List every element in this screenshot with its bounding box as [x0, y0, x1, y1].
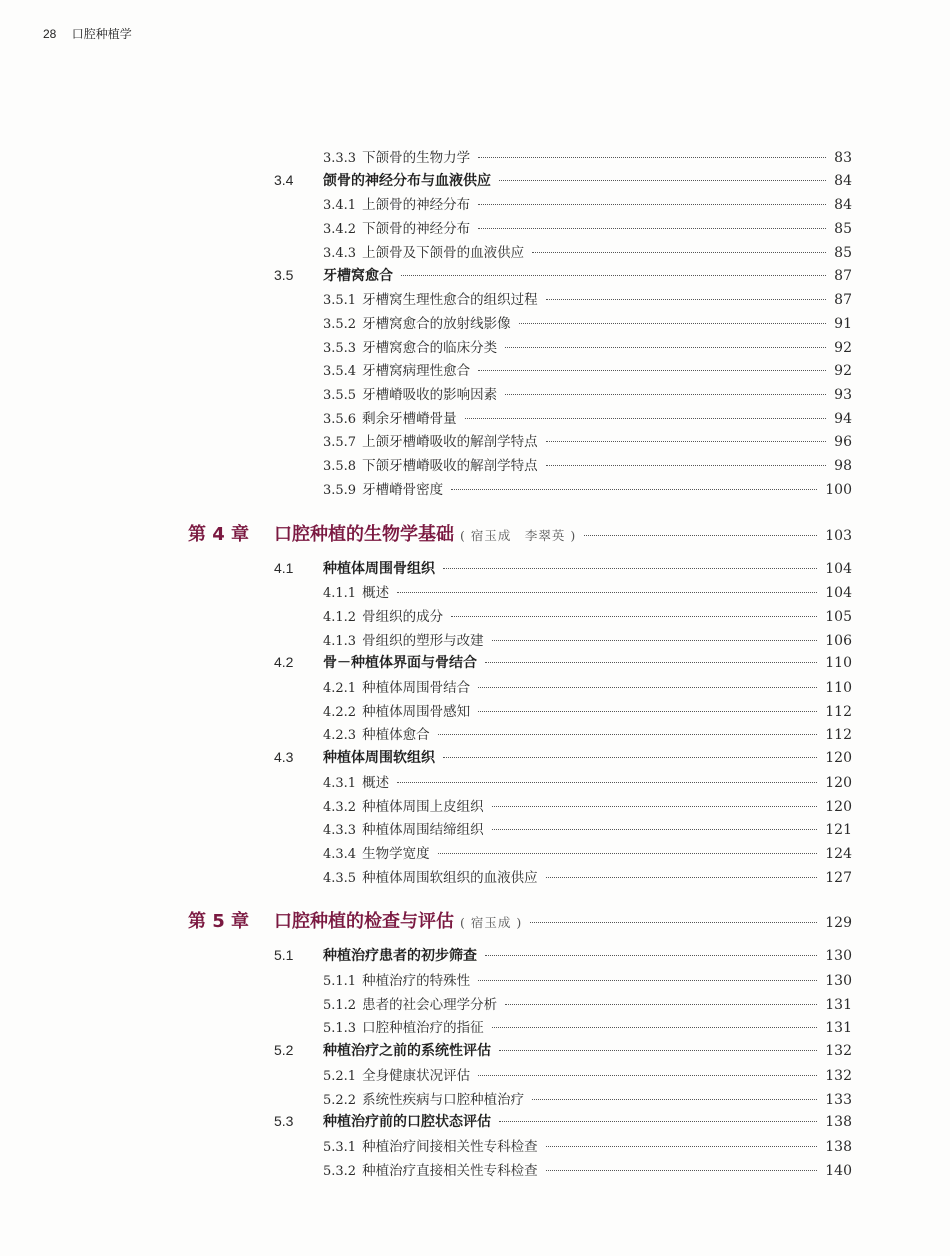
book-title: 口腔种植学: [71, 27, 132, 41]
toc-leader-dots: [478, 204, 826, 205]
toc-entry-number: 4.1.3: [323, 633, 357, 649]
toc-entry-number: 3.5.8: [323, 459, 357, 475]
toc-subsection-entry[interactable]: [323, 1159, 852, 1179]
toc-entry-page: 104: [825, 585, 852, 602]
toc-entry-title: 牙槽窝愈合的放射线影像: [362, 315, 511, 332]
toc-leader-dots: [499, 1050, 817, 1051]
toc-entry-title: 种植治疗之前的系统性评估: [323, 1043, 491, 1060]
toc-entry-title: 种植治疗的特殊性: [362, 973, 471, 989]
toc-leader-dots: [584, 535, 817, 536]
toc-entry-number: 4.2: [274, 654, 294, 671]
toc-entry-page: 120: [825, 774, 852, 791]
toc-entry-page: 85: [834, 221, 852, 238]
toc-entry-number: 4.3.4: [323, 846, 357, 862]
toc-entry-number: 3.5.1: [323, 293, 357, 309]
toc-leader-dots: [546, 299, 827, 300]
toc-subsection-entry[interactable]: [323, 723, 852, 743]
toc-entry-title: 种植体周围骨结合: [362, 680, 471, 696]
toc-entry-page: 133: [825, 1091, 852, 1108]
toc-entry-number: 3.5.6: [323, 411, 357, 427]
toc-entry-number: 3.5.7: [323, 435, 357, 451]
toc-entry-page: 124: [825, 845, 852, 862]
toc-entry-title: 种植治疗前的口腔状态评估: [323, 1114, 491, 1131]
toc-subsection-entry[interactable]: [323, 629, 852, 649]
toc-leader-dots: [546, 877, 818, 878]
toc-leader-dots: [478, 711, 817, 712]
toc-entry-title: 口腔种植的生物学基础: [274, 523, 454, 545]
toc-leader-dots: [443, 568, 817, 569]
toc-entry-title: 下颌骨的神经分布: [362, 221, 471, 238]
toc-section-entry[interactable]: [274, 1040, 852, 1060]
toc-entry-page: 103: [825, 527, 852, 544]
toc-leader-dots: [505, 347, 826, 348]
toc-section-entry[interactable]: [274, 945, 852, 965]
toc-entry-page: 91: [834, 315, 852, 332]
toc-leader-dots: [478, 228, 826, 229]
toc-entry-title: 生物学宽度: [362, 845, 430, 862]
toc-subsection-entry[interactable]: [323, 288, 852, 308]
toc-leader-dots: [485, 662, 817, 663]
toc-entry-title: 种植治疗患者的初步筛查: [323, 948, 477, 965]
toc-leader-dots: [478, 1075, 817, 1076]
toc-entry-page: 98: [834, 458, 852, 475]
toc-entry-title: 骨组织的成分: [362, 608, 444, 625]
toc-subsection-entry[interactable]: [323, 407, 852, 427]
toc-entry-title: 牙槽窝愈合的临床分类: [362, 339, 498, 356]
toc-entry-number: 5.2.1: [323, 1068, 357, 1084]
toc-entry-title: 种植体周围结缔组织: [362, 822, 484, 839]
toc-entry-page: 131: [825, 996, 852, 1013]
toc-entry-number: 3.5.3: [323, 340, 357, 356]
toc-entry-title: 颌骨的神经分布与血液供应: [323, 172, 491, 189]
toc-leader-dots: [505, 394, 826, 395]
toc-entry-number: 4.3.3: [323, 823, 357, 839]
toc-entry-page: 129: [825, 915, 852, 932]
toc-section-entry[interactable]: [274, 652, 852, 672]
toc-entry-number: 4.3.5: [323, 870, 357, 886]
toc-entry-number: 3.5.5: [323, 388, 357, 403]
toc-entry-page: 140: [825, 1162, 852, 1179]
toc-leader-dots: [478, 687, 817, 688]
toc-entry-title: 上颌骨的神经分布: [362, 197, 471, 214]
toc-section-entry[interactable]: [274, 170, 852, 190]
toc-leader-dots: [397, 782, 817, 783]
toc-entry-page: 138: [825, 1138, 852, 1155]
toc-entry-number: 5.1.2: [323, 997, 357, 1013]
toc-entry-title: 患者的社会心理学分析: [362, 996, 498, 1013]
toc-entry-page: 130: [825, 973, 852, 989]
toc-leader-dots: [532, 252, 826, 253]
toc-entry-title: 种植体周围上皮组织: [362, 798, 484, 815]
toc-entry-number: 5.3.1: [323, 1139, 357, 1155]
toc-entry-title: 骨组织的塑形与改建: [362, 632, 484, 649]
toc-entry-page: 100: [825, 481, 852, 498]
toc-entry-title: 上颌牙槽嵴吸收的解剖学特点: [362, 434, 538, 451]
toc-entry-page: 112: [825, 703, 852, 720]
toc-chapter-authors: ( 宿玉成 ): [460, 915, 523, 931]
toc-leader-dots: [492, 806, 818, 807]
toc-leader-dots: [530, 922, 817, 923]
toc-subsection-entry[interactable]: [323, 795, 852, 815]
toc-entry-title: 口腔种植的检查与评估: [274, 911, 454, 933]
toc-leader-dots: [478, 980, 817, 981]
toc-subsection-entry[interactable]: [323, 217, 852, 237]
toc-entry-page: 104: [825, 560, 852, 577]
toc-entry-number: 4.1: [274, 559, 294, 576]
toc-entry-number: 3.4: [274, 171, 294, 188]
running-header: [43, 25, 132, 42]
toc-chapter-authors: ( 宿玉成 李翠英 ): [460, 527, 577, 543]
toc-entry-title: 骨－种植体界面与骨结合: [323, 655, 477, 672]
toc-entry-page: 110: [825, 655, 852, 672]
toc-leader-dots: [546, 1146, 818, 1147]
toc-entry-number: 3.3.3: [323, 151, 357, 166]
toc-chapter-entry[interactable]: [188, 907, 852, 933]
toc-entry-title: 种植体周围软组织: [323, 750, 435, 767]
toc-entry-page: 120: [825, 798, 852, 815]
toc-entry-title: 牙槽嵴吸收的影响因素: [362, 387, 498, 403]
toc-entry-page: 87: [834, 292, 852, 309]
toc-entry-number: 3.5.4: [323, 364, 357, 380]
toc-leader-dots: [505, 1004, 817, 1005]
toc-entry-number: 3.4.3: [323, 245, 357, 261]
toc-entry-title: 种植治疗间接相关性专科检查: [362, 1138, 538, 1155]
toc-subsection-entry[interactable]: [323, 193, 852, 213]
toc-entry-page: 138: [825, 1114, 852, 1131]
toc-entry-title: 剩余牙槽嵴骨量: [362, 410, 457, 427]
toc-leader-dots: [499, 180, 826, 181]
toc-entry-number: 5.1.3: [323, 1021, 357, 1037]
toc-entry-page: 84: [834, 197, 852, 214]
toc-entry-title: 概述: [362, 774, 390, 791]
toc-leader-dots: [465, 418, 827, 419]
toc-entry-title: 牙槽嵴骨密度: [362, 481, 444, 498]
toc-entry-number: 3.4.1: [323, 198, 357, 214]
toc-leader-dots: [492, 1027, 818, 1028]
toc-entry-page: 85: [834, 244, 852, 261]
toc-entry-number: 5.1: [274, 947, 294, 964]
toc-entry-page: 92: [834, 363, 852, 380]
toc-entry-number: 3.5: [274, 266, 294, 283]
toc-entry-number: 3.5.2: [323, 316, 357, 332]
toc-entry-number: 4.2.2: [323, 704, 357, 720]
toc-entry-page: 87: [834, 267, 852, 284]
toc-entry-title: 牙槽窝生理性愈合的组织过程: [362, 292, 538, 309]
toc-entry-page: 130: [825, 948, 852, 965]
toc-leader-dots: [478, 370, 826, 371]
toc-entry-page: 83: [834, 150, 852, 166]
toc-entry-number: 第 4 章: [188, 523, 250, 545]
toc-entry-title: 牙槽窝愈合: [323, 267, 393, 284]
toc-entry-title: 种植治疗直接相关性专科检查: [362, 1162, 538, 1179]
toc-entry-page: 96: [834, 434, 852, 451]
toc-leader-dots: [546, 1170, 818, 1171]
toc-entry-page: 132: [825, 1067, 852, 1084]
toc-entry-number: 第 5 章: [188, 911, 250, 933]
toc-subsection-entry[interactable]: [323, 969, 852, 989]
toc-leader-dots: [519, 323, 827, 324]
toc-entry-number: 3.4.2: [323, 222, 357, 238]
toc-leader-dots: [451, 616, 817, 617]
toc-entry-page: 92: [834, 339, 852, 356]
toc-leader-dots: [499, 1121, 817, 1122]
toc-subsection-entry[interactable]: [323, 818, 852, 838]
toc-subsection-entry[interactable]: [323, 336, 852, 356]
toc-subsection-entry[interactable]: [323, 842, 852, 862]
toc-entry-title: 下颌骨的生物力学: [362, 150, 471, 166]
toc-entry-number: 5.3.2: [323, 1163, 357, 1179]
toc-section-entry[interactable]: [274, 558, 852, 578]
page-number: 28: [43, 27, 57, 41]
toc-subsection-entry[interactable]: [323, 1016, 852, 1036]
toc-entry-page: 93: [834, 387, 852, 403]
toc-entry-title: 种植体周围骨组织: [323, 560, 435, 577]
toc-subsection-entry[interactable]: [323, 581, 852, 601]
toc-subsection-entry[interactable]: [323, 700, 852, 720]
toc-entry-title: 种植体周围软组织的血液供应: [362, 869, 538, 886]
toc-entry-title: 口腔种植治疗的指征: [362, 1020, 484, 1037]
toc-entry-page: 106: [825, 632, 852, 649]
toc-entry-number: 4.3.1: [323, 775, 357, 791]
toc-leader-dots: [443, 757, 817, 758]
toc-entry-page: 127: [825, 869, 852, 886]
toc-leader-dots: [401, 275, 826, 276]
toc-subsection-entry[interactable]: [323, 676, 852, 696]
toc-leader-dots: [546, 441, 827, 442]
toc-leader-dots: [397, 592, 817, 593]
toc-entry-title: 下颌牙槽嵴吸收的解剖学特点: [362, 458, 538, 475]
toc-entry-page: 105: [825, 608, 852, 625]
toc-entry-title: 种植体周围骨感知: [362, 703, 471, 720]
toc-entry-title: 牙槽窝病理性愈合: [362, 363, 471, 380]
toc-subsection-entry[interactable]: [323, 1135, 852, 1155]
toc-entry-page: 121: [825, 822, 852, 839]
toc-entry-title: 系统性疾病与口腔种植治疗: [362, 1091, 525, 1108]
toc-chapter-entry[interactable]: [188, 520, 852, 546]
toc-subsection-entry[interactable]: [323, 1088, 852, 1108]
toc-entry-page: 94: [834, 410, 852, 427]
toc-leader-dots: [478, 157, 826, 158]
toc-entry-number: 5.2: [274, 1042, 294, 1059]
toc-subsection-entry[interactable]: [323, 383, 852, 403]
toc-entry-title: 上颌骨及下颌骨的血液供应: [362, 244, 525, 261]
toc-section-entry[interactable]: [274, 747, 852, 767]
toc-entry-page: 110: [825, 680, 852, 696]
toc-subsection-entry[interactable]: [323, 605, 852, 625]
toc-subsection-entry[interactable]: [323, 454, 852, 474]
toc-subsection-entry[interactable]: [323, 312, 852, 332]
toc-leader-dots: [438, 734, 818, 735]
toc-entry-page: 132: [825, 1043, 852, 1060]
toc-entry-number: 5.2.2: [323, 1092, 357, 1108]
toc-entry-title: 概述: [362, 585, 390, 602]
toc-subsection-entry[interactable]: [323, 866, 852, 886]
toc-entry-number: 4.3: [274, 749, 294, 766]
toc-entry-number: 4.1.1: [323, 586, 357, 602]
toc-entry-page: 84: [834, 172, 852, 189]
toc-entry-number: 5.3: [274, 1113, 294, 1130]
toc-leader-dots: [485, 955, 817, 956]
toc-leader-dots: [492, 829, 818, 830]
toc-entry-number: 3.5.9: [323, 482, 357, 498]
toc-subsection-entry[interactable]: [323, 430, 852, 450]
toc-entry-number: 5.1.1: [323, 974, 357, 989]
toc-entry-number: 4.1.2: [323, 609, 357, 625]
toc-leader-dots: [451, 489, 817, 490]
toc-leader-dots: [438, 853, 818, 854]
toc-entry-page: 112: [825, 727, 852, 744]
toc-section-entry[interactable]: [274, 265, 852, 285]
toc-entry-title: 全身健康状况评估: [362, 1067, 471, 1084]
toc-section-entry[interactable]: [274, 1111, 852, 1131]
toc-entry-number: 4.3.2: [323, 799, 357, 815]
toc-subsection-entry[interactable]: [323, 359, 852, 379]
toc-subsection-entry[interactable]: [323, 993, 852, 1013]
toc-entry-number: 4.2.1: [323, 681, 357, 696]
toc-subsection-entry[interactable]: [323, 478, 852, 498]
toc-leader-dots: [492, 640, 818, 641]
toc-subsection-entry[interactable]: [323, 241, 852, 261]
toc-leader-dots: [532, 1099, 817, 1100]
toc-subsection-entry[interactable]: [323, 146, 852, 166]
toc-subsection-entry[interactable]: [323, 1064, 852, 1084]
toc-entry-page: 131: [825, 1020, 852, 1037]
toc-subsection-entry[interactable]: [323, 771, 852, 791]
toc-entry-page: 120: [825, 750, 852, 767]
toc-entry-title: 种植体愈合: [362, 727, 430, 744]
toc-entry-number: 4.2.3: [323, 728, 357, 744]
toc-leader-dots: [546, 465, 827, 466]
